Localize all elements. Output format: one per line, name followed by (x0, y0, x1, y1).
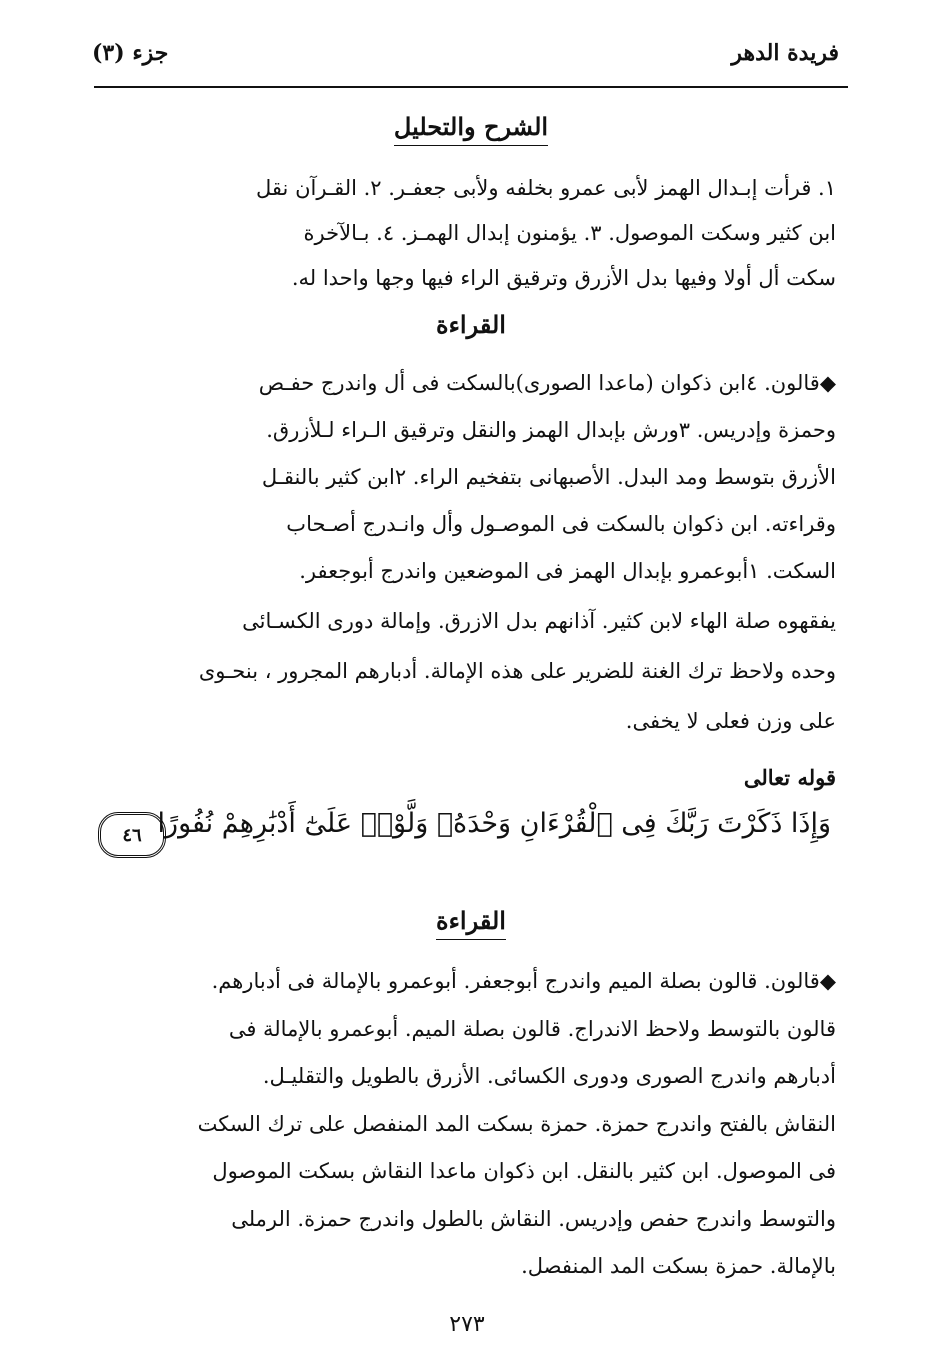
reading-paragraph (96, 360, 836, 595)
heading-text: القراءة (436, 310, 506, 339)
header-rule (94, 86, 848, 88)
text-line: ◆قالون. قالون بصلة الميم واندرج أبوجعفر. أبوعمرو بالإمالة فى أدبارهم. (211, 969, 836, 993)
text-line: قالون بالتوسط ولاحظ الاندراج. قالون بصلة الميم. أبوعمرو بالإمالة فى (228, 1016, 836, 1041)
text-line: على وزن فعلى لا يخفى. (625, 709, 836, 733)
section-heading-commentary (94, 112, 848, 146)
text-line: فى الموصول. ابن كثير بالنقل. ابن ذكوان ماعدا النقاش بسكت الموصول (212, 1159, 836, 1183)
text-line: وحده ولاحظ ترك الغنة للضرير على هذه الإمالة. أدبارهم المجرور ، بنحـوى (198, 659, 836, 683)
text-line: السكت. ١أبوعمرو بإبدال الهمز فى الموضعين واندرج أبوجعفر. (299, 559, 836, 583)
section-heading-reading-2 (94, 906, 848, 940)
section-heading-reading (94, 310, 848, 339)
text-line: ابن كثير وسكت الموصول. ٣. يؤمنون إبدال الهمـز. ٤. بـالآخرة (303, 221, 836, 245)
text-line: النقاش بالفتح واندرج حمزة. حمزة بسكت المد المنفصل على ترك السكت (197, 1111, 836, 1136)
text-line: وقراءته. ابن ذكوان بالسكت فى الموصـول وأل وانـدرج أصـحاب (286, 512, 836, 536)
text-line: والتوسط واندرج حفص وإدريس. النقاش بالطول واندرج حمزة. الرملى (231, 1206, 836, 1231)
ayah-number: ٤٦ (122, 824, 142, 846)
text-line: ١. قرأت إبـدال الهمز لأبى عمرو بخلفه ولأبى جعفـر. ٢. القـرآن نقل (256, 176, 836, 200)
ayah-number-badge (98, 812, 166, 858)
text-line: سكت أل أولا وفيها بدل الأزرق وترقيق الراء فيها وجها واحدا له. (291, 266, 836, 290)
part-label: جزء (٣) (92, 40, 169, 66)
commentary-paragraph (96, 166, 836, 301)
text-line: الأزرق بتوسط ومد البدل. الأصبهانى بتفخيم الراء. ٢ابن كثير بالنقـل (261, 465, 836, 489)
text-line: قوله تعالى (743, 765, 836, 790)
text-line: وحمزة وإدريس. ٣ورش بإبدال الهمز والنقل وترقيق الـراء لـلأزرق. (266, 418, 836, 442)
text-line: أدبارهم واندرج الصورى ودورى الكسائى. الأزرق بالطويل والتقليـل. (262, 1064, 836, 1088)
notes-paragraph (96, 596, 836, 746)
quran-verse (96, 808, 831, 860)
page-number: ٢٧٣ (449, 1312, 485, 1337)
verse-text: وَإِذَا ذَكَرْتَ رَبَّكَ فِى ٱلْقُرْءَانِ وَحْدَهُۥ وَلَّوْا۟ عَلَىٰٓ أَدْبَٰرِهِمْ نُفُورًا (157, 808, 831, 839)
reading-paragraph-2 (96, 958, 836, 1291)
text-line: ◆قالون. ٤ابن ذكوان (ماعدا الصورى)بالسكت فى أل واندرج حفـص (258, 371, 836, 395)
heading-text: الشرح والتحليل (394, 112, 548, 146)
running-title: فريدة الدهر (731, 40, 839, 66)
text-line: يفقهوه صلة الهاء لابن كثير. آذانهم بدل الازرق. وإمالة دورى الكسـائى (242, 609, 836, 633)
heading-text: القراءة (436, 906, 506, 940)
text-line: بالإمالة. حمزة بسكت المد المنفصل. (521, 1254, 836, 1278)
verse-label (96, 758, 836, 798)
